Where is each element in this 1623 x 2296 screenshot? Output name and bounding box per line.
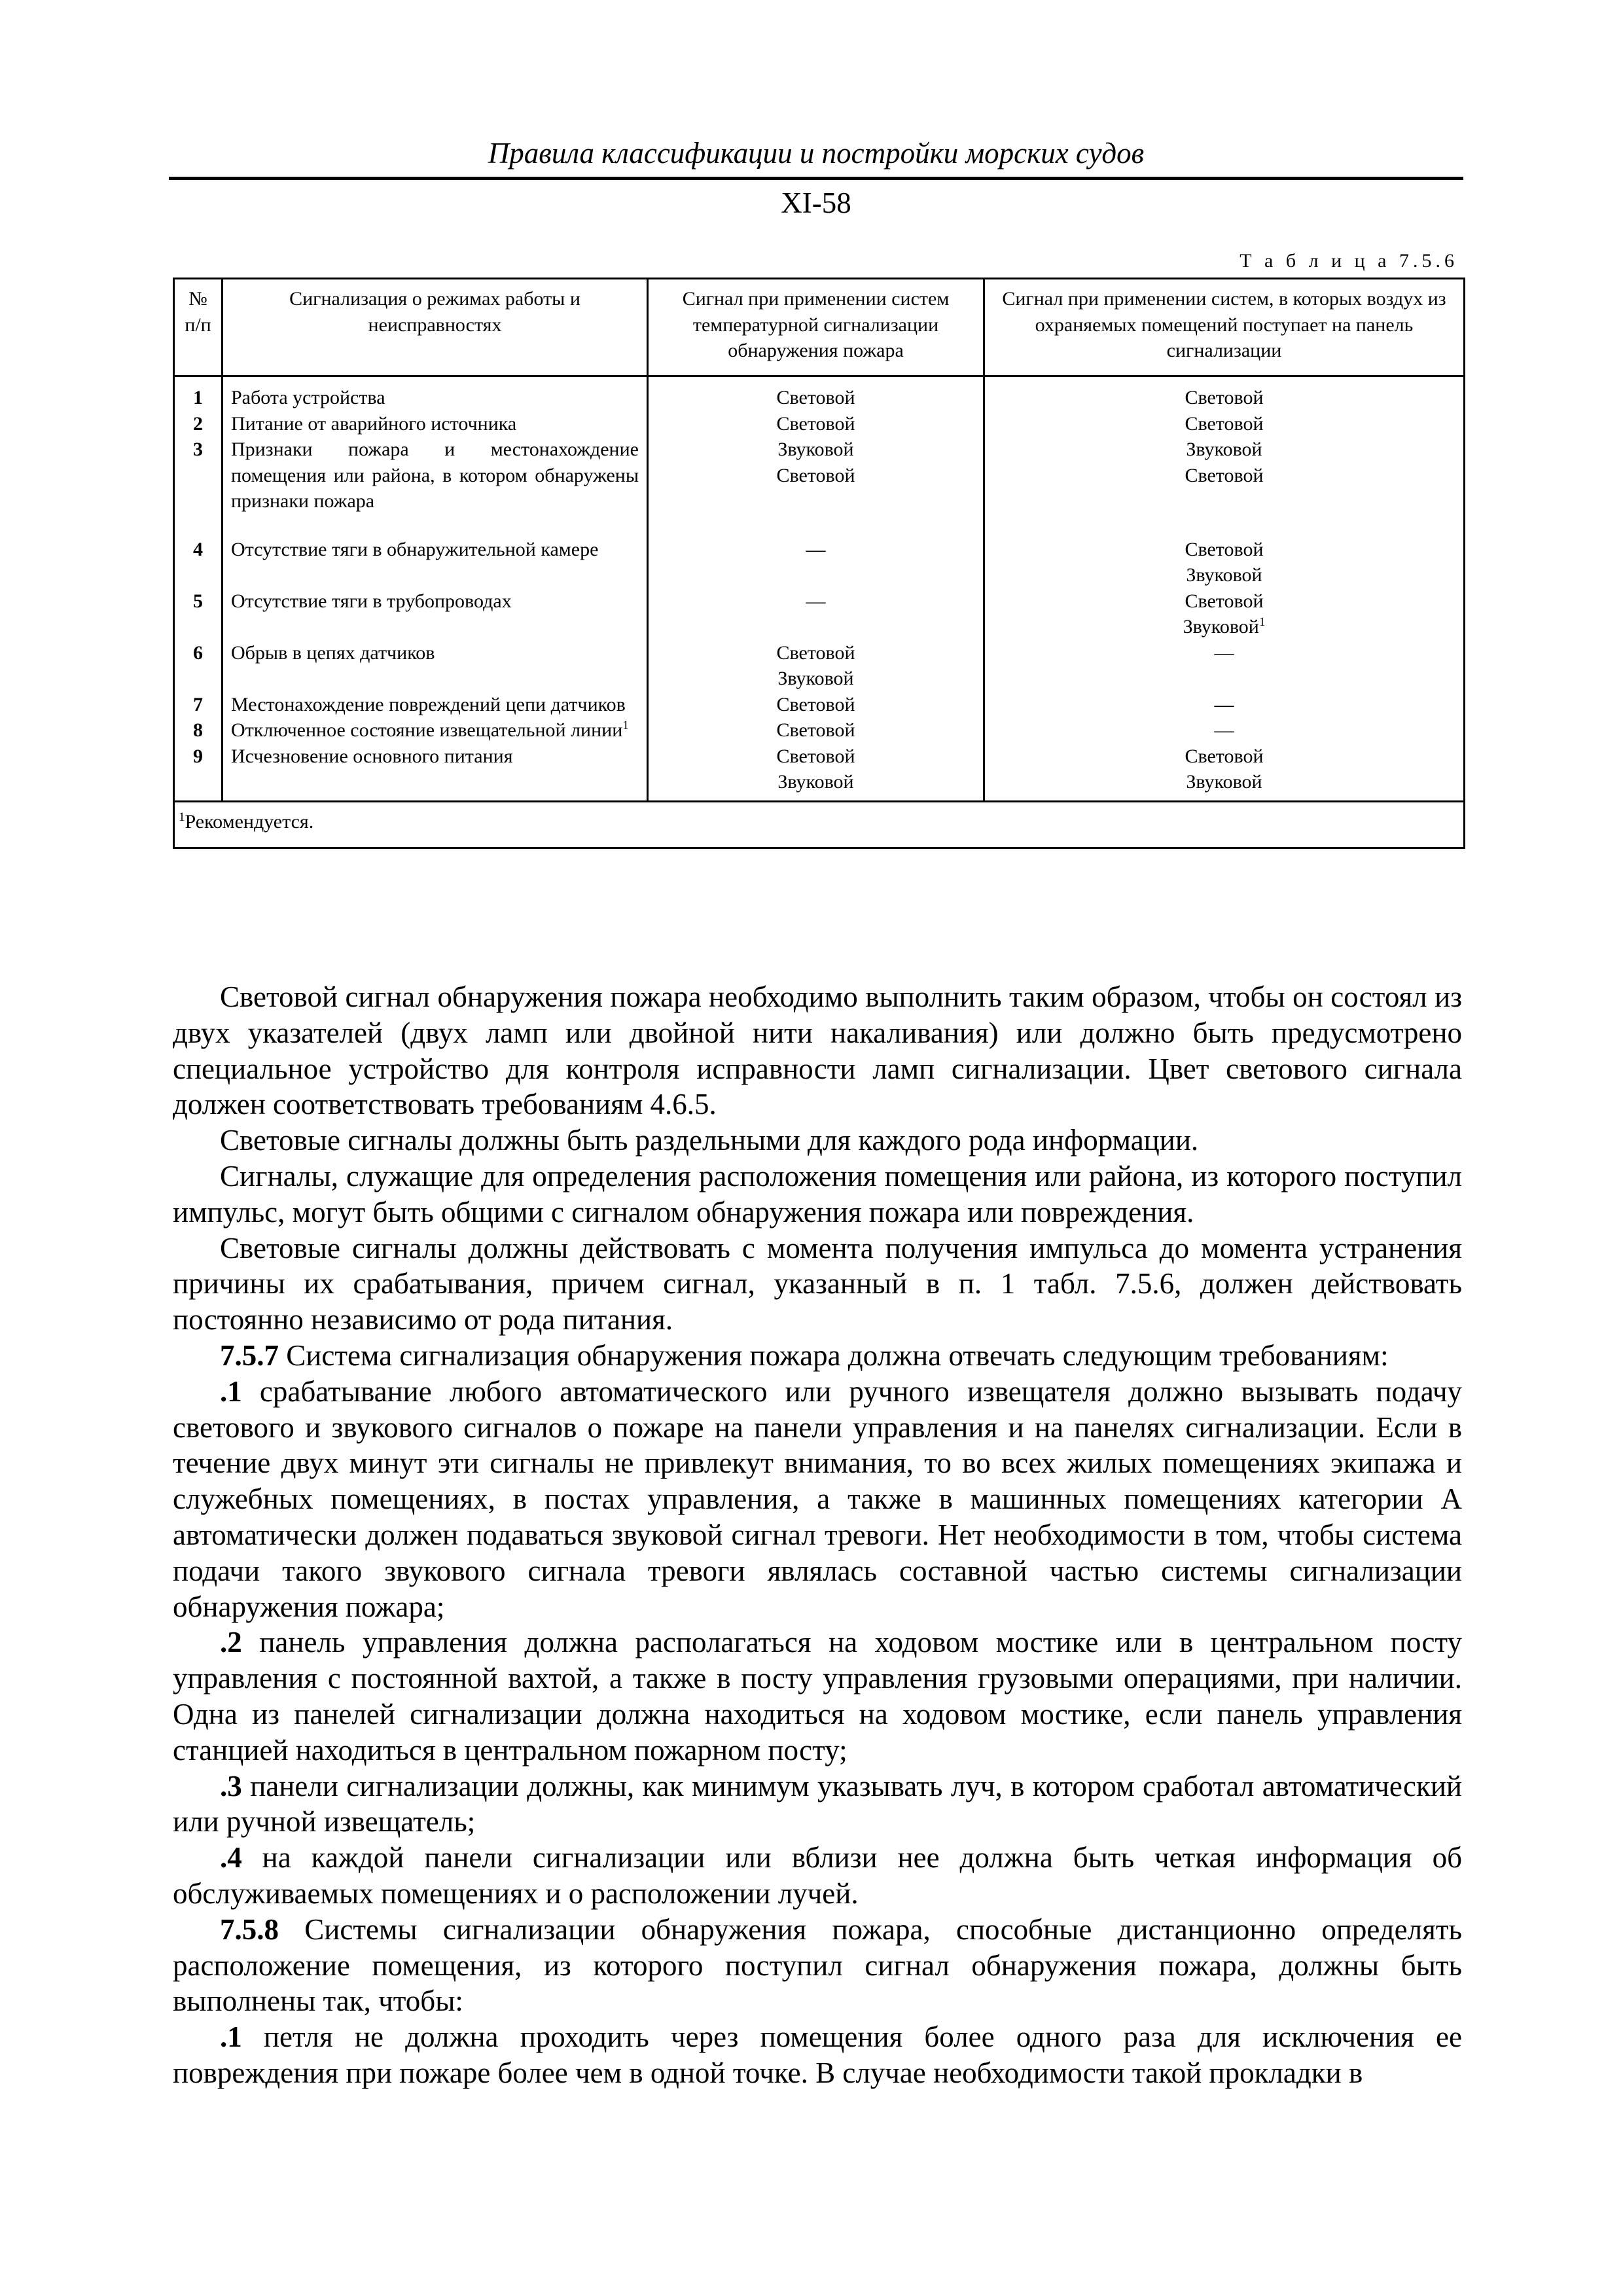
signal-value: Звуковой (1183, 616, 1259, 637)
air-signal (984, 640, 1465, 692)
signal-value: Звуковой (777, 771, 854, 793)
spacer-cell (223, 514, 648, 537)
section-number: 7.5.8 (220, 1912, 279, 1946)
air-signal (984, 437, 1465, 514)
description-text: Работа устройства (231, 387, 385, 408)
row-number: 8 (174, 717, 223, 744)
paragraph: Световые сигналы должны действовать с момента получения импульса до момента устранения причины их срабатывания, причем сигнал, указанный в п. 1 табл. 7.5.6, должен действовать постоянно независимо от рода питания. (173, 1231, 1462, 1336)
row-description (223, 588, 648, 640)
row-number: 4 (174, 537, 223, 588)
signal-value: Световой (1185, 538, 1264, 560)
signal-value: Звуковой (1186, 771, 1262, 793)
section-7-5-7 (173, 1338, 1462, 1374)
signal-value: Световой (1185, 590, 1264, 612)
item-number: .1 (220, 1374, 242, 1408)
description-text: Отключенное состояние извещательной линии (231, 719, 623, 741)
list-item (173, 1768, 1462, 1840)
table-row (174, 692, 1465, 718)
description-text: Питание от аварийного источника (231, 412, 517, 435)
signal-value: Световой (776, 412, 855, 435)
signal-value: — (1214, 641, 1234, 664)
spacer-cell (984, 514, 1465, 537)
page-number: XI-58 (781, 187, 851, 219)
signal-value: Световой (1185, 387, 1264, 408)
temperature-signal (648, 692, 984, 718)
air-signal (984, 376, 1465, 411)
row-number: 7 (174, 692, 223, 718)
spacer-cell (174, 514, 223, 537)
table-row (174, 744, 1465, 802)
signal-value: Звуковой (1186, 564, 1262, 586)
description-text: Отсутствие тяги в обнаружительной камере (231, 538, 599, 560)
signal-value: Световой (1185, 464, 1264, 486)
air-signal (984, 588, 1465, 640)
spacer-row (174, 514, 1465, 537)
signal-value: Световой (776, 387, 855, 408)
signal-value: — (806, 590, 826, 612)
table-row (174, 640, 1465, 692)
table-row (174, 411, 1465, 437)
item-text: панели сигнализации должны, как минимум указывать луч, в котором сработал автоматический или ручной извещатель; (173, 1769, 1462, 1839)
signal-table (173, 278, 1465, 849)
description-text: Местонахождение повреждений цепи датчиков (231, 693, 626, 715)
item-number: .1 (220, 2020, 242, 2054)
item-text: срабатывание любого автоматического или ручного извещателя должно вызывать подачу светового и звукового сигналов о пожаре на панели управления и на панелях сигнализации. Если в течение двух минут эти сигналы не привлекут внимания, то во всех жилых помещениях экипажа и служебных помещениях, в постах управления, а также в машинных помещениях категории А автоматически должен подаваться звуковой сигнал тревоги. Нет необходимости в том, чтобы система подачи такого звукового сигнала тревоги являлась составной частью системы сигнализации обнаружения пожара; (173, 1374, 1462, 1623)
table-row (174, 437, 1465, 514)
air-signal (984, 537, 1465, 588)
list-item (173, 1374, 1462, 1625)
item-number: .3 (220, 1769, 242, 1803)
col-header-signalling: Сигнализация о режимах работы и неисправностях (223, 279, 648, 376)
row-description (223, 376, 648, 411)
air-signal (984, 692, 1465, 718)
section-text: Система сигнализация обнаружения пожара должна отвечать следующим требованиям: (286, 1338, 1389, 1372)
row-number: 9 (174, 744, 223, 802)
row-description (223, 537, 648, 588)
signal-value: Световой (776, 693, 855, 715)
table-row (174, 376, 1465, 411)
signal-value: Световой (776, 719, 855, 741)
col-header-number: № п/п (174, 279, 223, 376)
row-number: 1 (174, 376, 223, 411)
col-header-temperature-system: Сигнал при применении систем температурной сигнализации обнаружения пожара (648, 279, 984, 376)
signal-value: Световой (776, 745, 855, 767)
footnote-cell (174, 801, 1465, 848)
list-item (173, 2019, 1462, 2091)
running-title: Правила классификации и постройки морских судов (488, 137, 1145, 170)
item-number: .4 (220, 1841, 242, 1874)
signal-value: Звуковой (1186, 439, 1262, 460)
description-text: Отсутствие тяги в трубопроводах (231, 590, 512, 612)
description-text: Признаки пожара и местонахождение помещения или района, в котором обнаружены признаки пожара (231, 439, 639, 512)
air-signal (984, 717, 1465, 744)
signal-value: — (1214, 719, 1234, 741)
item-text: петля не должна проходить через помещения более одного раза для исключения ее повреждения при пожаре более чем в одной точке. В случае необходимости такой прокладки в (173, 2020, 1462, 2089)
col-header-air-system: Сигнал при применении систем, в которых воздух из охраняемых помещений поступает на панель сигнализации (984, 279, 1465, 376)
body-text (173, 979, 1462, 2091)
row-number: 3 (174, 437, 223, 514)
paragraph: Световые сигналы должны быть раздельными для каждого рода информации. (220, 1124, 1199, 1157)
temperature-signal (648, 376, 984, 411)
footnote-ref: 1 (1258, 615, 1266, 629)
row-number: 5 (174, 588, 223, 640)
row-description (223, 437, 648, 514)
air-signal (984, 411, 1465, 437)
row-number: 6 (174, 640, 223, 692)
air-signal (984, 744, 1465, 802)
footnote-row (174, 801, 1465, 848)
item-number: .2 (220, 1626, 242, 1659)
signal-value: Звуковой (777, 439, 854, 460)
section-7-5-8 (173, 1912, 1462, 2019)
table-row (174, 537, 1465, 588)
signal-value: Световой (776, 464, 855, 486)
signal-value: Световой (1185, 745, 1264, 767)
table-row (174, 588, 1465, 640)
footnote-ref: 1 (622, 719, 629, 732)
row-number: 2 (174, 411, 223, 437)
paragraph: Сигналы, служащие для определения расположения помещения или района, из которого поступил импульс, могут быть общими с сигналом обнаружения пожара или повреждения. (173, 1159, 1462, 1229)
signal-line (989, 614, 1459, 640)
table-header-row (174, 279, 1465, 376)
temperature-signal (648, 744, 984, 802)
temperature-signal (648, 588, 984, 640)
list-item (173, 1624, 1462, 1768)
section-number: 7.5.7 (220, 1338, 279, 1372)
temperature-signal (648, 717, 984, 744)
row-description (223, 692, 648, 718)
table-body (174, 376, 1465, 848)
description-text: Исчезновение основного питания (231, 745, 513, 767)
row-description (223, 411, 648, 437)
signal-value: — (806, 538, 826, 560)
item-text: панель управления должна располагаться на ходовом мостике или в центральном посту управления с постоянной вахтой, а также в посту управления грузовыми операциями, при наличии. Одна из панелей сигнализации должна находиться на ходовом мостике, если панель управления станцией находиться в центральном пожарном посту; (173, 1626, 1463, 1767)
signal-value: — (1214, 693, 1234, 715)
list-item (173, 1840, 1462, 1912)
temperature-signal (648, 640, 984, 692)
spacer-cell (648, 514, 984, 537)
paragraph: Световой сигнал обнаружения пожара необходимо выполнить таким образом, чтобы он состоял из двух указателей (двух ламп или двойной нити накаливания) или должно быть предусмотрено специальное устройство для контроля исправности ламп сигнализации. Цвет светового сигнала должен соответствовать требованиям 4.6.5. (173, 980, 1462, 1121)
temperature-signal (648, 537, 984, 588)
header-rule (169, 177, 1463, 180)
row-description (223, 744, 648, 802)
table-caption: Т а б л и ц а 7.5.6 (1240, 250, 1458, 272)
signal-value: Световой (776, 641, 855, 664)
signal-value: Звуковой (777, 668, 854, 689)
signal-value: Световой (1185, 412, 1264, 435)
item-text: на каждой панели сигнализации или вблизи нее должна быть четкая информация об обслуживаемых помещениях и о расположении лучей. (173, 1841, 1462, 1910)
footnote-text: Рекомендуется. (185, 810, 314, 833)
table-row (174, 717, 1465, 744)
temperature-signal (648, 437, 984, 514)
row-description (223, 640, 648, 692)
footnote-mark: 1 (179, 810, 185, 824)
row-description (223, 717, 648, 744)
section-text: Системы сигнализации обнаружения пожара, способные дистанционно определять расположение помещения, из которого поступил сигнал обнаружения пожара, должны быть выполнены так, чтобы: (173, 1912, 1463, 2018)
temperature-signal (648, 411, 984, 437)
description-text: Обрыв в цепях датчиков (231, 641, 435, 664)
